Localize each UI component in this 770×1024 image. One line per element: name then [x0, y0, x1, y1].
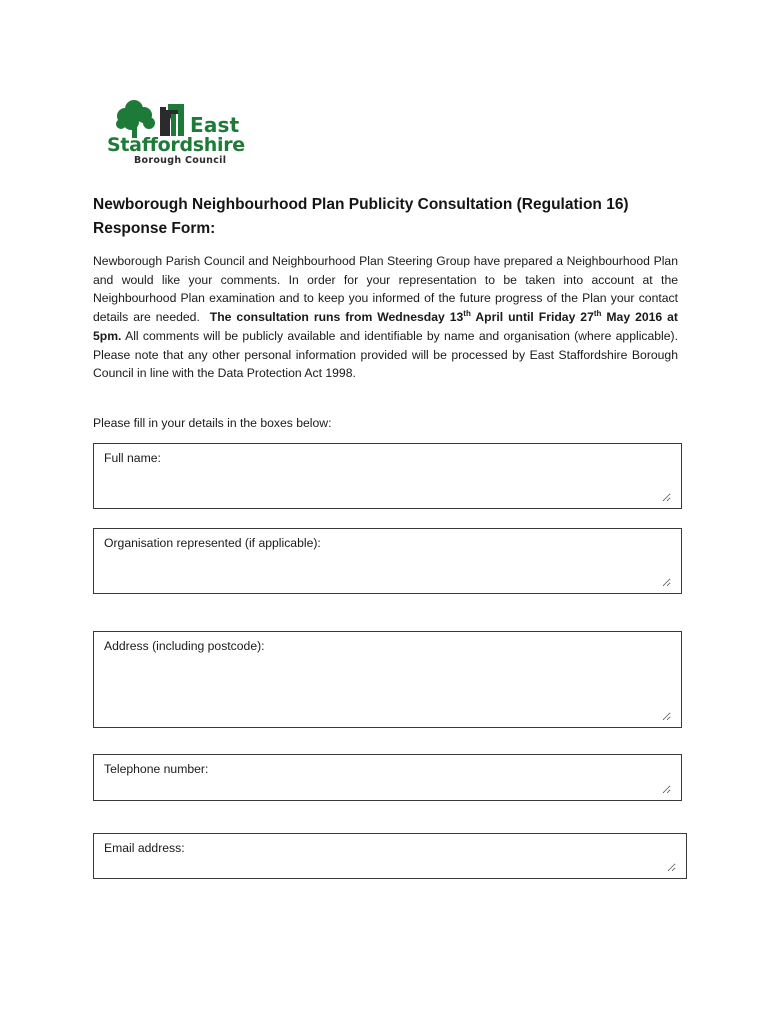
logo-text-borough-council: Borough Council — [134, 155, 227, 166]
address-field[interactable] — [93, 631, 682, 728]
logo-text-east: East — [190, 113, 240, 137]
organisation-label: Organisation represented (if applicable): — [104, 536, 321, 550]
organisation-input[interactable] — [104, 555, 671, 587]
title-line-2: Response Form: — [93, 220, 216, 237]
email-field[interactable] — [93, 833, 687, 879]
consultation-start-text: The consultation runs from Wednesday 13 — [209, 310, 464, 325]
intro-paragraph — [93, 252, 678, 383]
organisation-field[interactable] — [93, 528, 682, 594]
document-title — [93, 193, 693, 241]
full-name-label: Full name: — [104, 451, 161, 465]
ordinal-suffix: th — [463, 309, 471, 319]
consultation-deadline-text: May 2016 at 5pm. — [93, 310, 678, 343]
full-name-field[interactable] — [93, 443, 682, 509]
logo-text-staffordshire: Staffordshire — [107, 134, 245, 156]
address-label: Address (including postcode): — [104, 639, 265, 653]
ordinal-suffix: th — [593, 309, 602, 319]
intro-text-2: All comments will be publicly available and identifiable by name and organisation (where applicable). Please note that any other personal information provided will be processed by East Staffordshire Borough Council in line with the Data Protection Act 1998. — [93, 328, 678, 381]
email-input[interactable] — [104, 860, 676, 872]
instruction-text: Please fill in your details in the boxes below: — [93, 416, 332, 430]
intro-text-1: Newborough Parish Council and Neighbourhood Plan Steering Group have prepared a Neighbourhood Plan and would like your comments. In order for your representation to be taken into account at the Neighbourhood Plan examination and to keep you informed of the future progress of the Plan your contact details are needed. — [93, 254, 678, 325]
title-line-1: Newborough Neighbourhood Plan Publicity Consultation (Regulation 16) — [93, 196, 629, 213]
address-input[interactable] — [104, 658, 671, 721]
telephone-label: Telephone number: — [104, 762, 209, 776]
consultation-end-text: April until Friday 27 — [475, 310, 594, 325]
full-name-input[interactable] — [104, 470, 671, 502]
telephone-input[interactable] — [104, 781, 671, 794]
telephone-field[interactable] — [93, 754, 682, 801]
council-logo — [104, 96, 264, 170]
email-label: Email address: — [104, 841, 185, 855]
